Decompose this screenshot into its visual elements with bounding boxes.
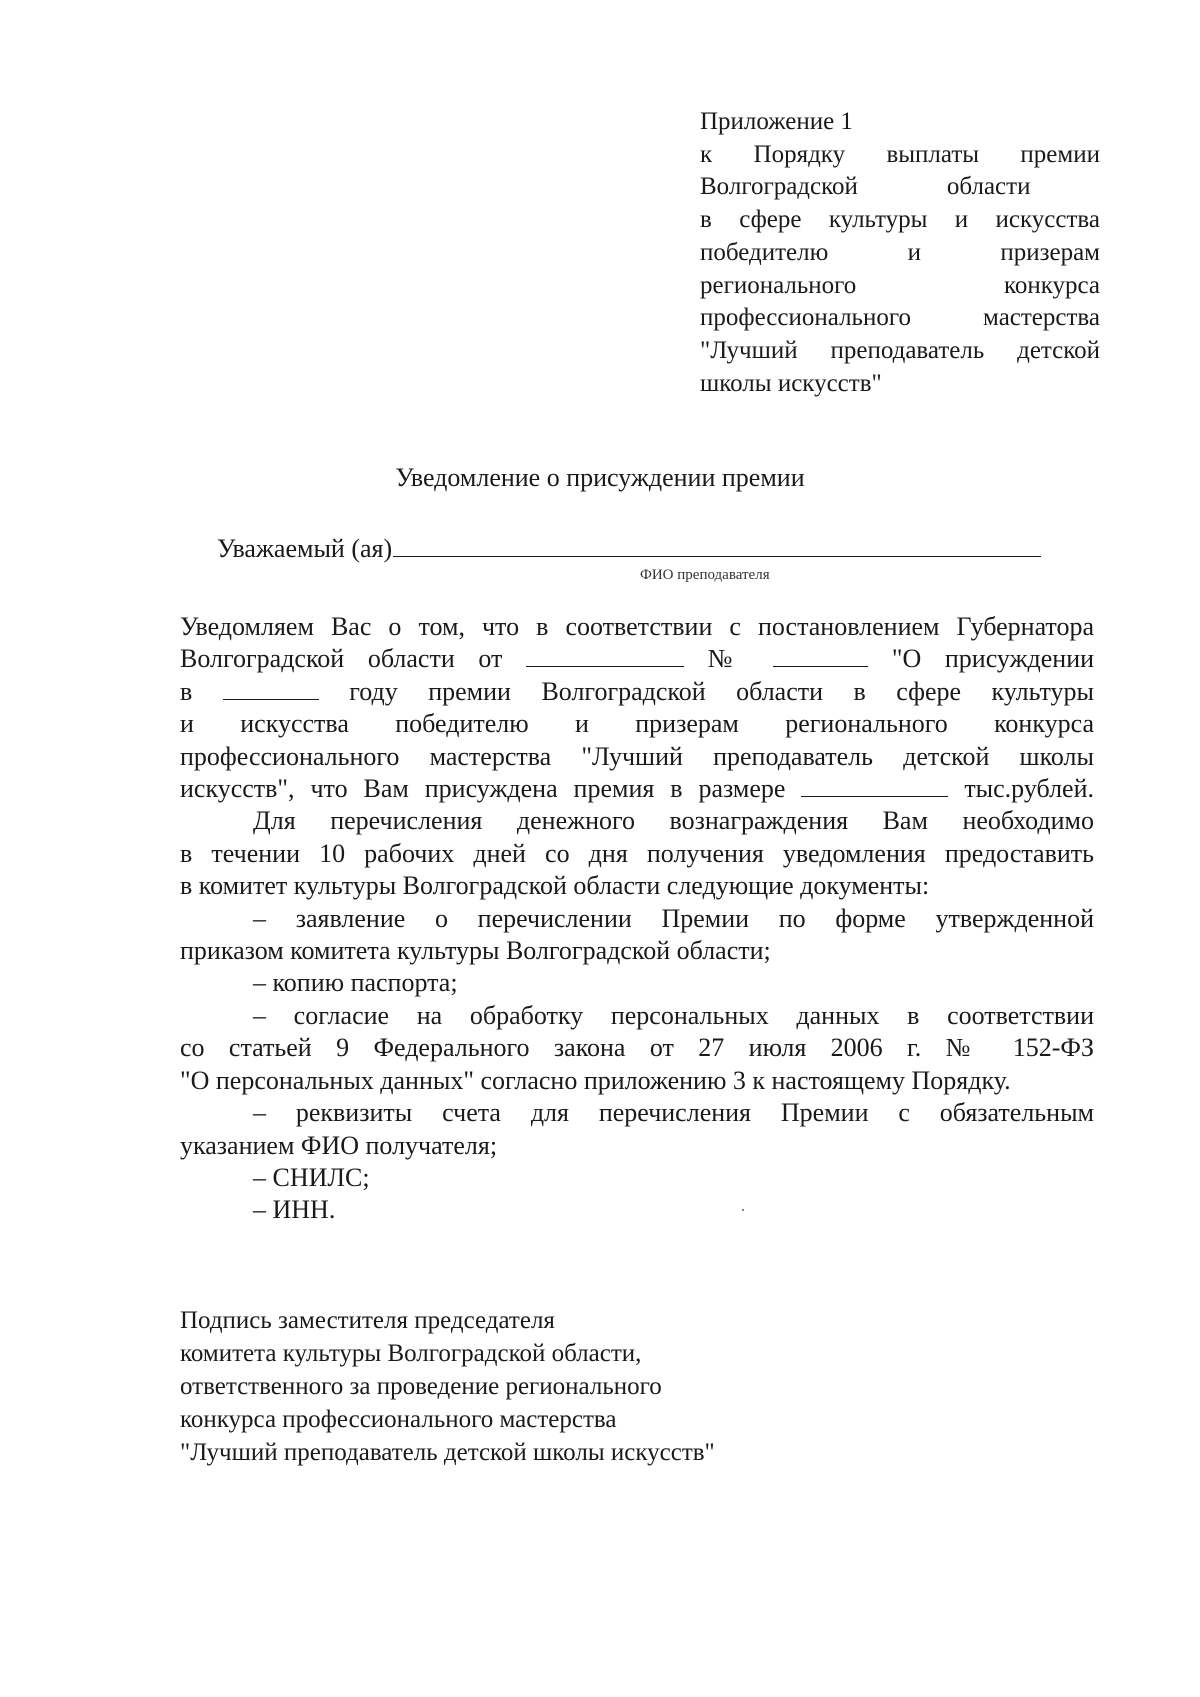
appendix-line: регионального конкурса xyxy=(700,271,1100,299)
list-item-continuation: указанием ФИО получателя; xyxy=(180,1130,498,1160)
text-line xyxy=(180,676,1094,708)
appendix-block xyxy=(700,106,1100,400)
text-segment: в xyxy=(180,676,193,706)
list-item: – копию паспорта; xyxy=(253,968,458,998)
appendix-line: в сфере культуры и искусства xyxy=(700,206,1100,234)
text-line xyxy=(180,773,1094,805)
list-item: – согласие на обработку персональных данных в соответствии xyxy=(253,1000,1094,1030)
appendix-line: победителю и призерам xyxy=(700,238,1100,266)
recipient-name-blank[interactable] xyxy=(393,530,1041,557)
number-sign: № xyxy=(707,644,750,674)
list-item: – ИНН. xyxy=(253,1195,336,1225)
text-line xyxy=(180,643,1094,675)
scan-speck xyxy=(742,1209,744,1211)
text-line: Уведомляем Вас о том, что в соответствии с постановлением Губернатора xyxy=(180,612,1094,641)
list-item-continuation: со статьей 9 Федерального закона от 27 июля 2006 г. № 152-ФЗ xyxy=(180,1033,1094,1063)
text-line: и искусства победителю и призерам регионального конкурса xyxy=(180,709,1094,739)
signature-line: ответственного за проведение регионального xyxy=(180,1373,662,1400)
text-line: профессионального мастерства "Лучший преподаватель детской школы xyxy=(180,741,1094,771)
text-segment: тыс.рублей. xyxy=(964,774,1095,804)
signature-line: конкурса профессионального мастерства xyxy=(180,1406,617,1433)
appendix-line xyxy=(700,171,1100,204)
fio-caption: ФИО преподавателя xyxy=(640,567,770,583)
appendix-number: Приложение 1 xyxy=(700,108,853,135)
text-segment: искусств", что Вам присуждена премия в размере xyxy=(180,774,786,804)
appendix-region: Волгоградской xyxy=(700,173,858,201)
greeting-line xyxy=(217,530,1041,564)
list-item: – СНИЛС; xyxy=(253,1162,370,1192)
signature-line: "Лучший преподаватель детской школы искусств" xyxy=(180,1439,715,1466)
text-segment: Волгоградской области от xyxy=(180,644,503,674)
appendix-line: школы искусств" xyxy=(700,369,882,397)
decree-date-blank[interactable] xyxy=(526,644,684,667)
list-item: – заявление о перечислении Премии по форме утвержденной xyxy=(253,903,1094,933)
list-item: – реквизиты счета для перечисления Премии с обязательным xyxy=(253,1098,1094,1128)
appendix-region-word: области xyxy=(946,173,1031,201)
signature-block xyxy=(180,1304,715,1469)
signature-line: Подпись заместителя председателя xyxy=(180,1307,555,1334)
notice-paragraph xyxy=(180,611,1094,1227)
text-line: Для перечисления денежного вознаграждения Вам необходимо xyxy=(253,806,1094,836)
document-title: Уведомление о присуждении премии xyxy=(395,463,805,492)
signature-line: комитета культуры Волгоградской области, xyxy=(180,1340,642,1367)
text-segment: году премии Волгоградской области в сфере культуры xyxy=(349,676,1094,706)
decree-number-blank[interactable] xyxy=(773,644,868,667)
list-item-continuation: "О персональных данных" согласно приложению 3 к настоящему Порядку. xyxy=(180,1065,1011,1095)
text-line: в комитет культуры Волгоградской области следующие документы: xyxy=(180,871,930,901)
appendix-line: к Порядку выплаты премии xyxy=(700,140,1100,168)
prize-amount-blank[interactable] xyxy=(801,774,948,797)
greeting-label: Уважаемый (ая) xyxy=(217,534,393,563)
appendix-line: "Лучший преподаватель детской xyxy=(700,336,1100,364)
list-item-continuation: приказом комитета культуры Волгоградской области; xyxy=(180,936,771,966)
year-blank[interactable] xyxy=(223,677,319,700)
text-line: в течении 10 рабочих дней со дня получения уведомления предоставить xyxy=(180,838,1094,868)
text-segment: "О присуждении xyxy=(891,644,1095,674)
appendix-line: профессионального мастерства xyxy=(700,304,1100,332)
